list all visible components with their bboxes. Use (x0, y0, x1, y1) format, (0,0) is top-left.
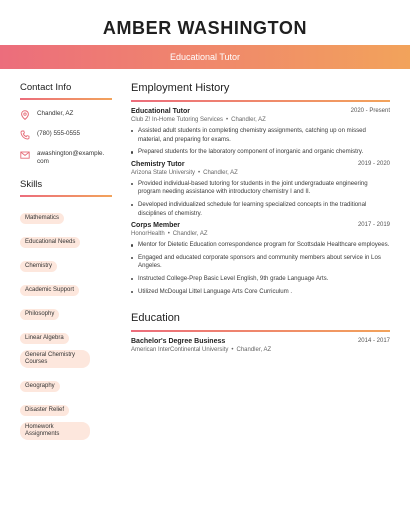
skill-chip: Academic Support (20, 285, 79, 296)
job-bullet: Utilized McDougal Littel Language Arts Core Curriculum . (131, 288, 390, 297)
location-pin-icon (20, 110, 32, 120)
job-bullet: Developed individualized schedule for learning specialized concepts in the traditional disciplines of chemistry. (131, 201, 390, 218)
school-name: American InterContinental University (131, 347, 229, 354)
education-divider (131, 330, 390, 332)
school-line: American InterContinental University • Chandler, AZ (131, 347, 272, 354)
job-bullets (131, 241, 390, 296)
contact-heading: Contact Info (20, 82, 72, 93)
job-bullet: Mentor for Dietetic Education correspondence program for Scottsdale Healthcare employees. (131, 241, 390, 250)
skill-chip: Disaster Relief (20, 405, 69, 416)
contact-location-text: Chandler, AZ (37, 110, 74, 117)
contact-email (20, 150, 112, 166)
job-entry (131, 222, 390, 296)
job-bullet: Provided individual-based tutoring for students in the joint undergraduate engineering program needing assistance with introductory chemistry I and II. (131, 180, 390, 197)
job-title: Corps Member (131, 222, 181, 230)
job-bullets (131, 180, 390, 218)
job-title: Chemistry Tutor (131, 160, 185, 168)
job-org: Club Z! In-Home Tutoring Services (131, 117, 224, 123)
degree-title: Bachelor's Degree Business (131, 338, 226, 346)
contact-location (20, 110, 112, 120)
contact-divider (20, 98, 112, 100)
main-column (131, 82, 390, 353)
job-org: Arizona State University (131, 169, 196, 176)
contact-phone-text: (780) 555-0555 (37, 130, 81, 137)
skill-chip: Philosophy (20, 309, 59, 320)
job-bullet: Instructed College-Prep Basic Level English, 9th grade Language Arts. (131, 275, 390, 284)
job-title-label: Educational Tutor (169, 52, 241, 62)
job-org-line: Club Z! In-Home Tutoring Services • Chandler, AZ (131, 117, 266, 123)
job-location: Chandler, AZ (172, 231, 208, 238)
school-location: Chandler, AZ (236, 347, 272, 354)
skills-heading: Skills (20, 179, 43, 190)
job-dates: 2019 - 2020 (357, 160, 390, 167)
job-org: HonorHealth (131, 231, 165, 238)
job-org-line: Arizona State University • Chandler, AZ (131, 169, 238, 176)
title-banner (0, 45, 410, 69)
skill-chip: Mathematics (20, 213, 64, 224)
job-bullet: Prepared students for the laboratory component of inorganic and organic chemistry. (131, 148, 390, 157)
skill-chip: Homework Assignments (20, 422, 90, 440)
skills-list (20, 206, 112, 446)
skill-chip: Chemistry (20, 261, 57, 272)
education-dates: 2014 - 2017 (357, 338, 390, 345)
job-title: Educational Tutor (131, 108, 190, 115)
employment-heading: Employment History (131, 82, 230, 94)
job-bullet: Engaged and educated corporate sponsors and community members about service in Los Angeles. (131, 254, 390, 271)
job-dates: 2020 - Present (350, 108, 390, 114)
job-org-line: HonorHealth • Chandler, AZ (131, 231, 208, 238)
job-bullet: Assisted adult students in completing chemistry assignments, catching up on missed material, and preparing for exams. (131, 127, 390, 144)
employment-divider (131, 100, 390, 102)
contact-list (20, 110, 112, 166)
education-entry (131, 338, 390, 353)
skills-divider (20, 195, 112, 197)
sidebar (20, 82, 112, 176)
phone-icon (20, 130, 32, 140)
envelope-icon (20, 150, 32, 160)
contact-email-text[interactable]: awashington@example.com (37, 150, 105, 165)
job-bullets (131, 127, 390, 157)
skill-chip: General Chemistry Courses (20, 350, 90, 368)
candidate-name: AMBER WASHINGTON (102, 18, 308, 38)
skill-chip: Linear Algebra (20, 333, 69, 344)
job-entry (131, 108, 390, 157)
contact-phone (20, 130, 112, 140)
job-entry (131, 161, 390, 218)
education-heading: Education (131, 312, 180, 325)
job-location: Chandler, AZ (203, 169, 238, 176)
job-location: Chandler, AZ (231, 117, 266, 123)
skill-chip: Educational Needs (20, 237, 80, 248)
job-dates: 2017 - 2019 (357, 222, 390, 229)
skill-chip: Geography (20, 381, 60, 392)
skills-header (20, 179, 112, 197)
